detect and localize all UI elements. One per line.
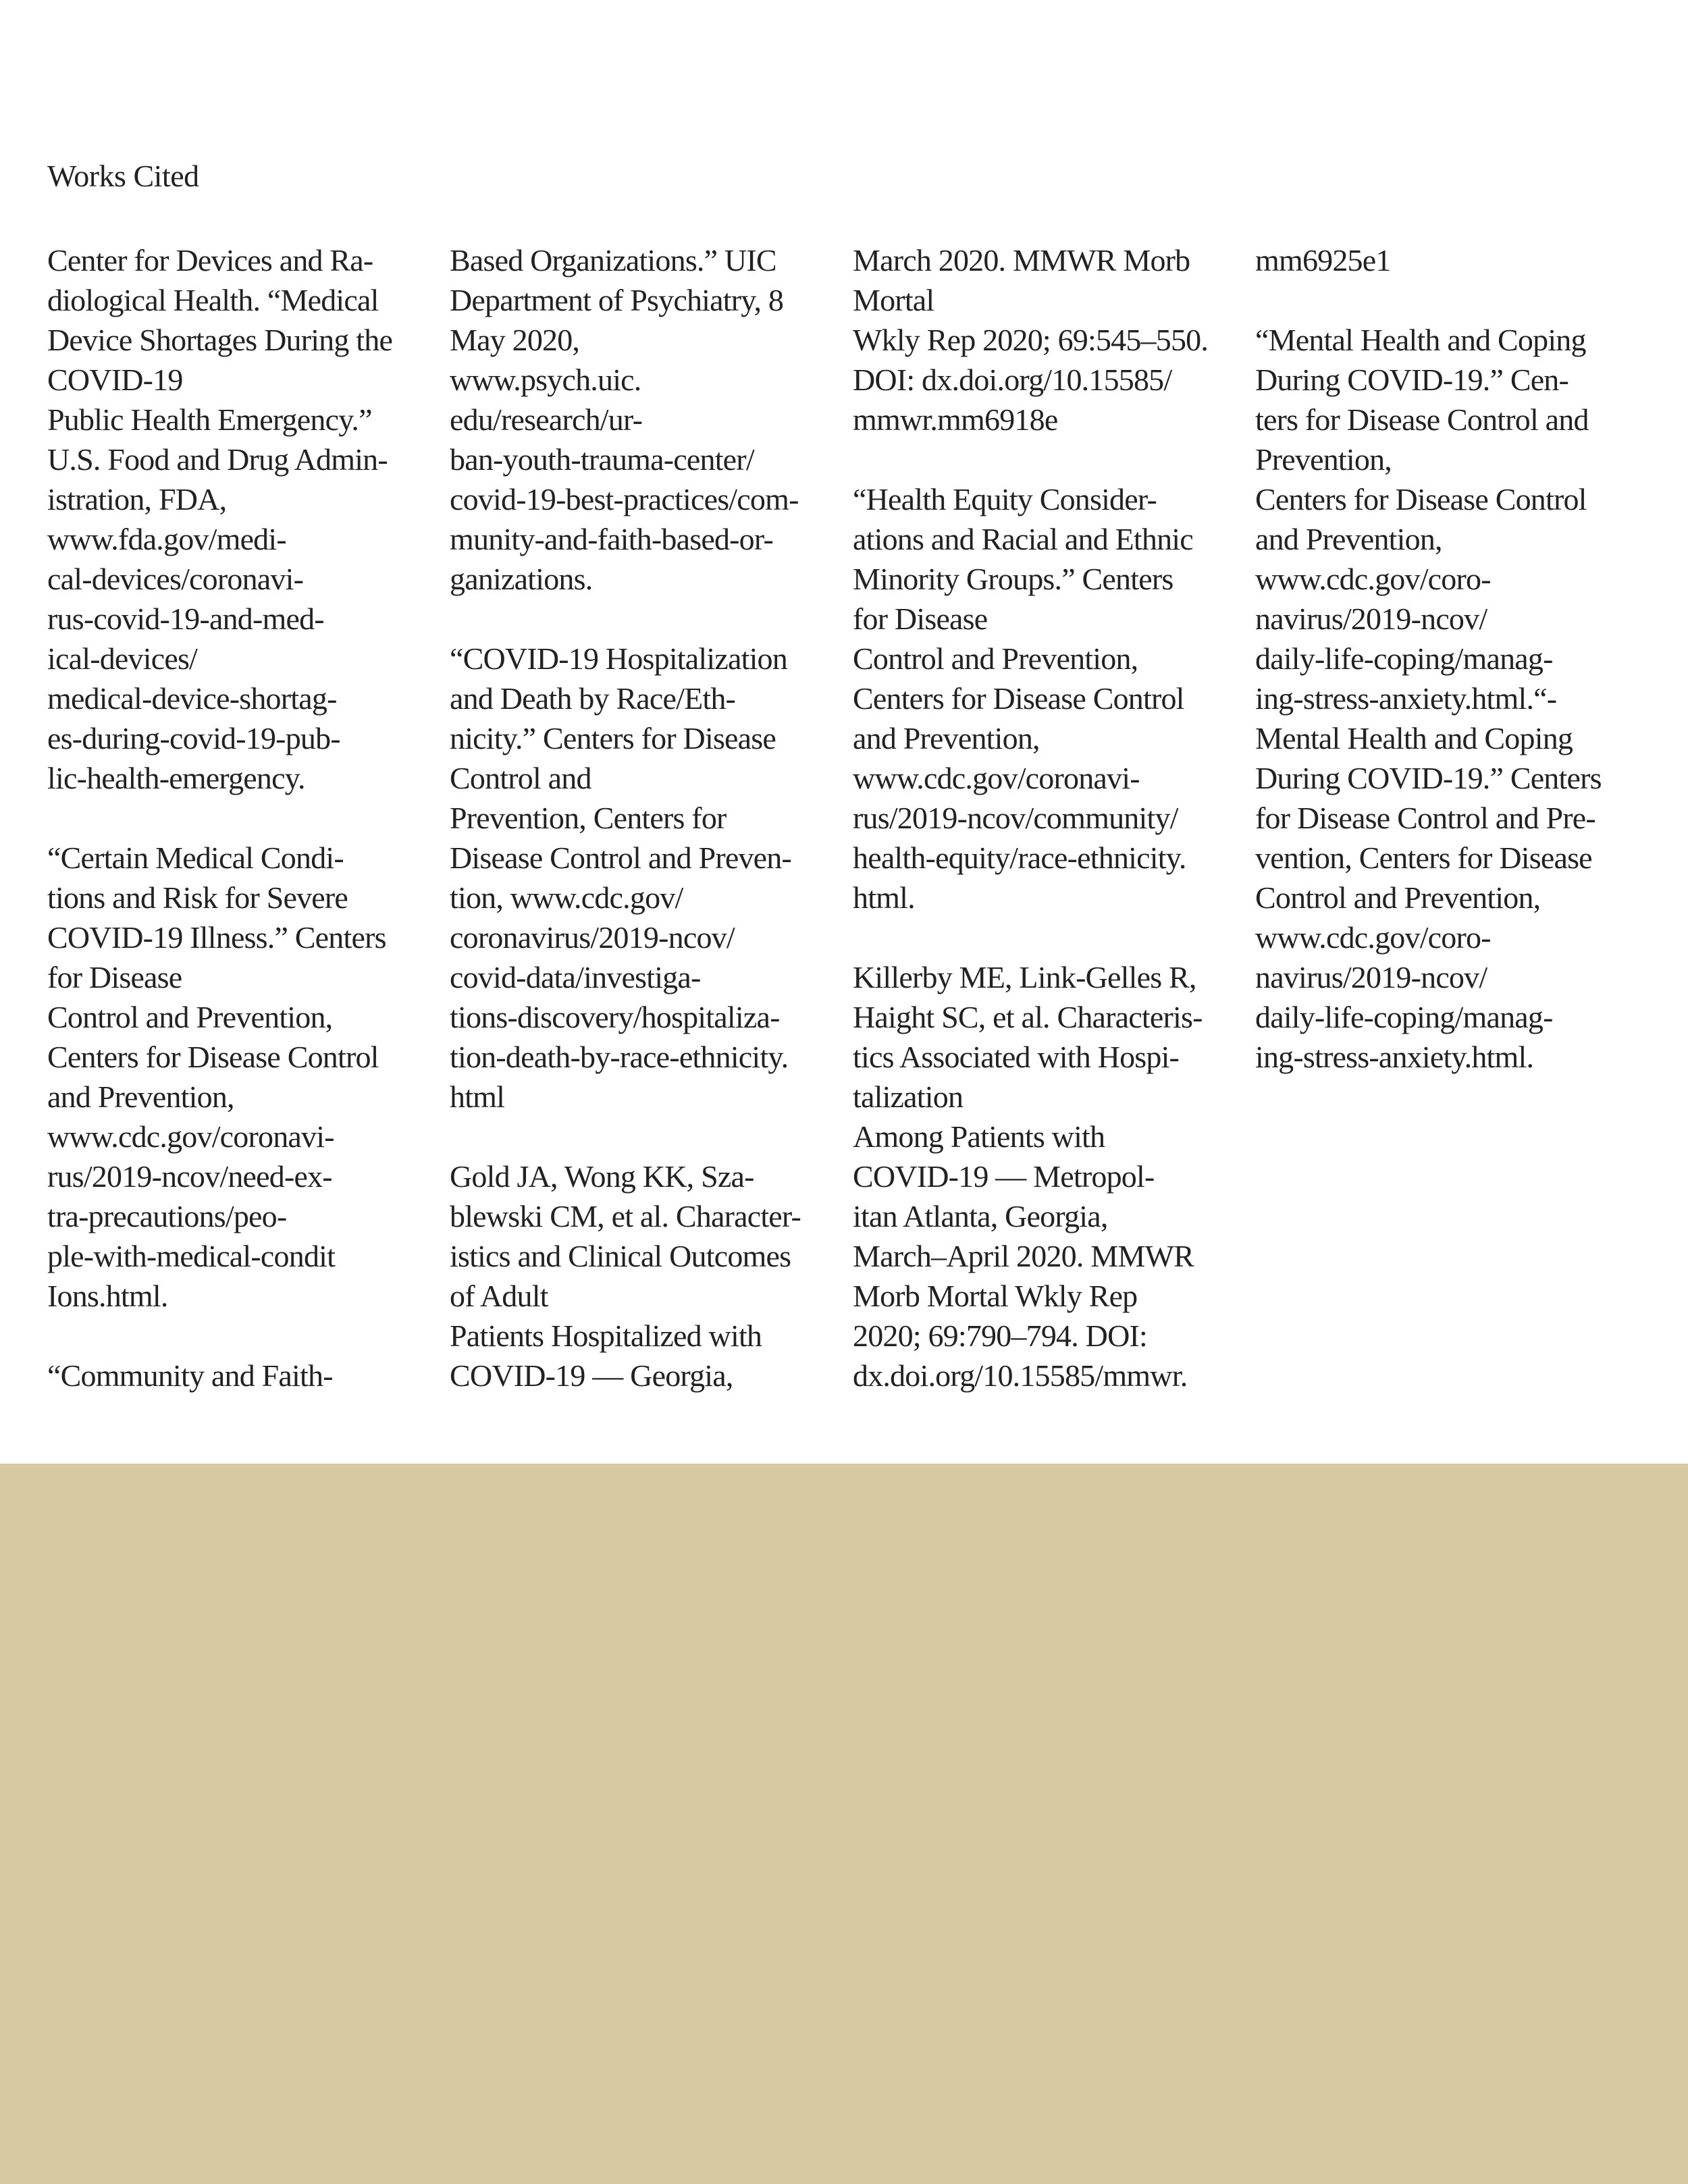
citation-line: ple-with-medical-condit — [47, 1239, 336, 1273]
column-3 — [853, 240, 1251, 1435]
citation-line: Centers for Disease Control — [853, 681, 1184, 716]
citation-paragraph — [853, 957, 1251, 1395]
citation-line: Control and Prevention, — [47, 1000, 333, 1034]
citation-paragraph — [450, 639, 848, 1117]
citation-line: COVID-19 — [47, 363, 183, 397]
citation-line: www.cdc.gov/coronavi- — [853, 761, 1140, 795]
citation-line: istration, FDA, — [47, 482, 227, 516]
citation-line: During COVID-19.” Centers — [1255, 761, 1602, 795]
citation-line: for Disease Control and Pre- — [1255, 801, 1595, 835]
citation-line: Minority Groups.” Centers — [853, 562, 1173, 596]
citation-line: and Prevention, — [853, 721, 1040, 755]
citation-line: Control and — [450, 761, 591, 795]
citation-line: covid-19-best-practices/com- — [450, 482, 799, 516]
citation-line: Patients Hospitalized with — [450, 1319, 762, 1353]
citation-line: ters for Disease Control and — [1255, 402, 1589, 437]
citation-line: Centers for Disease Control — [47, 1040, 379, 1074]
citation-line: “Mental Health and Coping — [1255, 323, 1586, 357]
citation-line: Killerby ME, Link-Gelles R, — [853, 960, 1196, 994]
citation-line: Haight SC, et al. Characteris- — [853, 1000, 1203, 1034]
citation-line: rus/2019-ncov/community/ — [853, 801, 1178, 835]
citation-line: March–April 2020. MMWR — [853, 1239, 1194, 1273]
citation-line: daily-life-coping/manag- — [1255, 641, 1553, 676]
column-1 — [47, 240, 446, 1435]
citation-line: tra-precautions/peo- — [47, 1199, 287, 1233]
citation-line: Mental Health and Coping — [1255, 721, 1573, 755]
citation-line: ations and Racial and Ethnic — [853, 522, 1193, 556]
citation-line: cal-devices/coronavi- — [47, 562, 304, 596]
citation-line: ban-youth-trauma-center/ — [450, 442, 754, 477]
citation-line: Department of Psychiatry, 8 — [450, 283, 784, 317]
column-4 — [1255, 240, 1654, 1117]
citation-line: vention, Centers for Disease — [1255, 841, 1592, 875]
citation-line: U.S. Food and Drug Admin- — [47, 442, 388, 477]
citation-line: navirus/2019-ncov/ — [1255, 960, 1487, 994]
citation-line: “COVID-19 Hospitalization — [450, 641, 787, 676]
citation-line: Among Patients with — [853, 1119, 1105, 1154]
citation-line: lic-health-emergency. — [47, 761, 305, 795]
citation-line: Prevention, Centers for — [450, 801, 727, 835]
citation-line: istics and Clinical Outcomes — [450, 1239, 791, 1273]
citation-line: Control and Prevention, — [853, 641, 1138, 676]
citation-line: ing-stress-anxiety.html.“- — [1255, 681, 1557, 716]
citation-line: html. — [853, 880, 915, 915]
citation-line: for Disease — [47, 960, 182, 994]
citation-line: May 2020, — [450, 323, 580, 357]
citation-line: tions-discovery/hospitaliza- — [450, 1000, 780, 1034]
citation-line: rus-covid-19-and-med- — [47, 602, 324, 636]
citation-line: Morb Mortal Wkly Rep — [853, 1279, 1138, 1313]
citation-line: for Disease — [853, 602, 988, 636]
citation-line: talization — [853, 1080, 964, 1114]
citation-line: “Certain Medical Condi- — [47, 841, 344, 875]
citation-line: Ions.html. — [47, 1279, 168, 1313]
citation-paragraph — [1255, 240, 1654, 280]
citation-line: dx.doi.org/10.15585/mmwr. — [853, 1358, 1188, 1393]
citation-line: of Adult — [450, 1279, 548, 1313]
citation-paragraph — [47, 240, 446, 798]
citation-line: Wkly Rep 2020; 69:545–550. — [853, 323, 1209, 357]
citation-line: www.cdc.gov/coronavi- — [47, 1119, 334, 1154]
citation-line: munity-and-faith-based-or- — [450, 522, 773, 556]
citation-line: tion-death-by-race-ethnicity. — [450, 1040, 789, 1074]
citation-line: Center for Devices and Ra- — [47, 243, 373, 277]
citation-line: DOI: dx.doi.org/10.15585/ — [853, 363, 1172, 397]
footer-color-band — [0, 1464, 1688, 2184]
citation-line: tions and Risk for Severe — [47, 880, 348, 915]
citation-line: Disease Control and Preven- — [450, 841, 791, 875]
citation-line: medical-device-shortag- — [47, 681, 337, 716]
citation-line: Based Organizations.” UIC — [450, 243, 776, 277]
citation-line: 2020; 69:790–794. DOI: — [853, 1319, 1147, 1353]
citation-line: nicity.” Centers for Disease — [450, 721, 776, 755]
citation-line: itan Atlanta, Georgia, — [853, 1199, 1108, 1233]
citation-line: and Death by Race/Eth- — [450, 681, 736, 716]
citation-line: coronavirus/2019-ncov/ — [450, 920, 735, 955]
citation-line: “Community and Faith- — [47, 1358, 333, 1393]
citation-paragraph — [853, 240, 1251, 440]
citation-line: health-equity/race-ethnicity. — [853, 841, 1186, 875]
citation-line: Mortal — [853, 283, 934, 317]
citation-line: navirus/2019-ncov/ — [1255, 602, 1487, 636]
citation-line: COVID-19 — Georgia, — [450, 1358, 733, 1393]
citation-line: covid-data/investiga- — [450, 960, 701, 994]
citation-line: and Prevention, — [47, 1080, 234, 1114]
citation-line: tics Associated with Hospi- — [853, 1040, 1180, 1074]
citation-line: www.cdc.gov/coro- — [1255, 920, 1491, 955]
citation-paragraph — [47, 1356, 446, 1395]
citation-line: “Health Equity Consider- — [853, 482, 1157, 516]
citation-paragraph — [853, 479, 1251, 917]
citation-line: edu/research/ur- — [450, 402, 643, 437]
citation-line: rus/2019-ncov/need-ex- — [47, 1159, 332, 1194]
citation-line: mmwr.mm6918e — [853, 402, 1058, 437]
citation-line: Public Health Emergency.” — [47, 402, 372, 437]
citation-line: diological Health. “Medical — [47, 283, 379, 317]
citation-line: Prevention, — [1255, 442, 1392, 477]
citation-line: blewski CM, et al. Character- — [450, 1199, 801, 1233]
citation-line: and Prevention, — [1255, 522, 1442, 556]
citation-line: daily-life-coping/manag- — [1255, 1000, 1553, 1034]
citation-line: ganizations. — [450, 562, 593, 596]
citation-line: www.psych.uic. — [450, 363, 641, 397]
citation-line: www.fda.gov/medi- — [47, 522, 286, 556]
column-2 — [450, 240, 848, 1435]
citation-line: Gold JA, Wong KK, Sza- — [450, 1159, 754, 1194]
citation-line: mm6925e1 — [1255, 243, 1391, 277]
page-title: Works Cited — [47, 159, 199, 193]
citation-paragraph — [1255, 320, 1654, 1077]
citation-line: tion, www.cdc.gov/ — [450, 880, 683, 915]
citation-paragraph — [450, 1156, 848, 1395]
citation-paragraph — [450, 240, 848, 599]
citation-line: During COVID-19.” Cen- — [1255, 363, 1569, 397]
citation-paragraph — [47, 838, 446, 1316]
citation-line: ical-devices/ — [47, 641, 198, 676]
citation-line: COVID-19 Illness.” Centers — [47, 920, 386, 955]
citation-line: www.cdc.gov/coro- — [1255, 562, 1491, 596]
citation-line: es-during-covid-19-pub- — [47, 721, 340, 755]
citation-line: html — [450, 1080, 505, 1114]
citation-line: Device Shortages During the — [47, 323, 393, 357]
citation-line: March 2020. MMWR Morb — [853, 243, 1190, 277]
citation-line: Control and Prevention, — [1255, 880, 1541, 915]
citation-line: COVID-19 — Metropol- — [853, 1159, 1155, 1194]
citation-line: ing-stress-anxiety.html. — [1255, 1040, 1534, 1074]
citation-line: Centers for Disease Control — [1255, 482, 1587, 516]
